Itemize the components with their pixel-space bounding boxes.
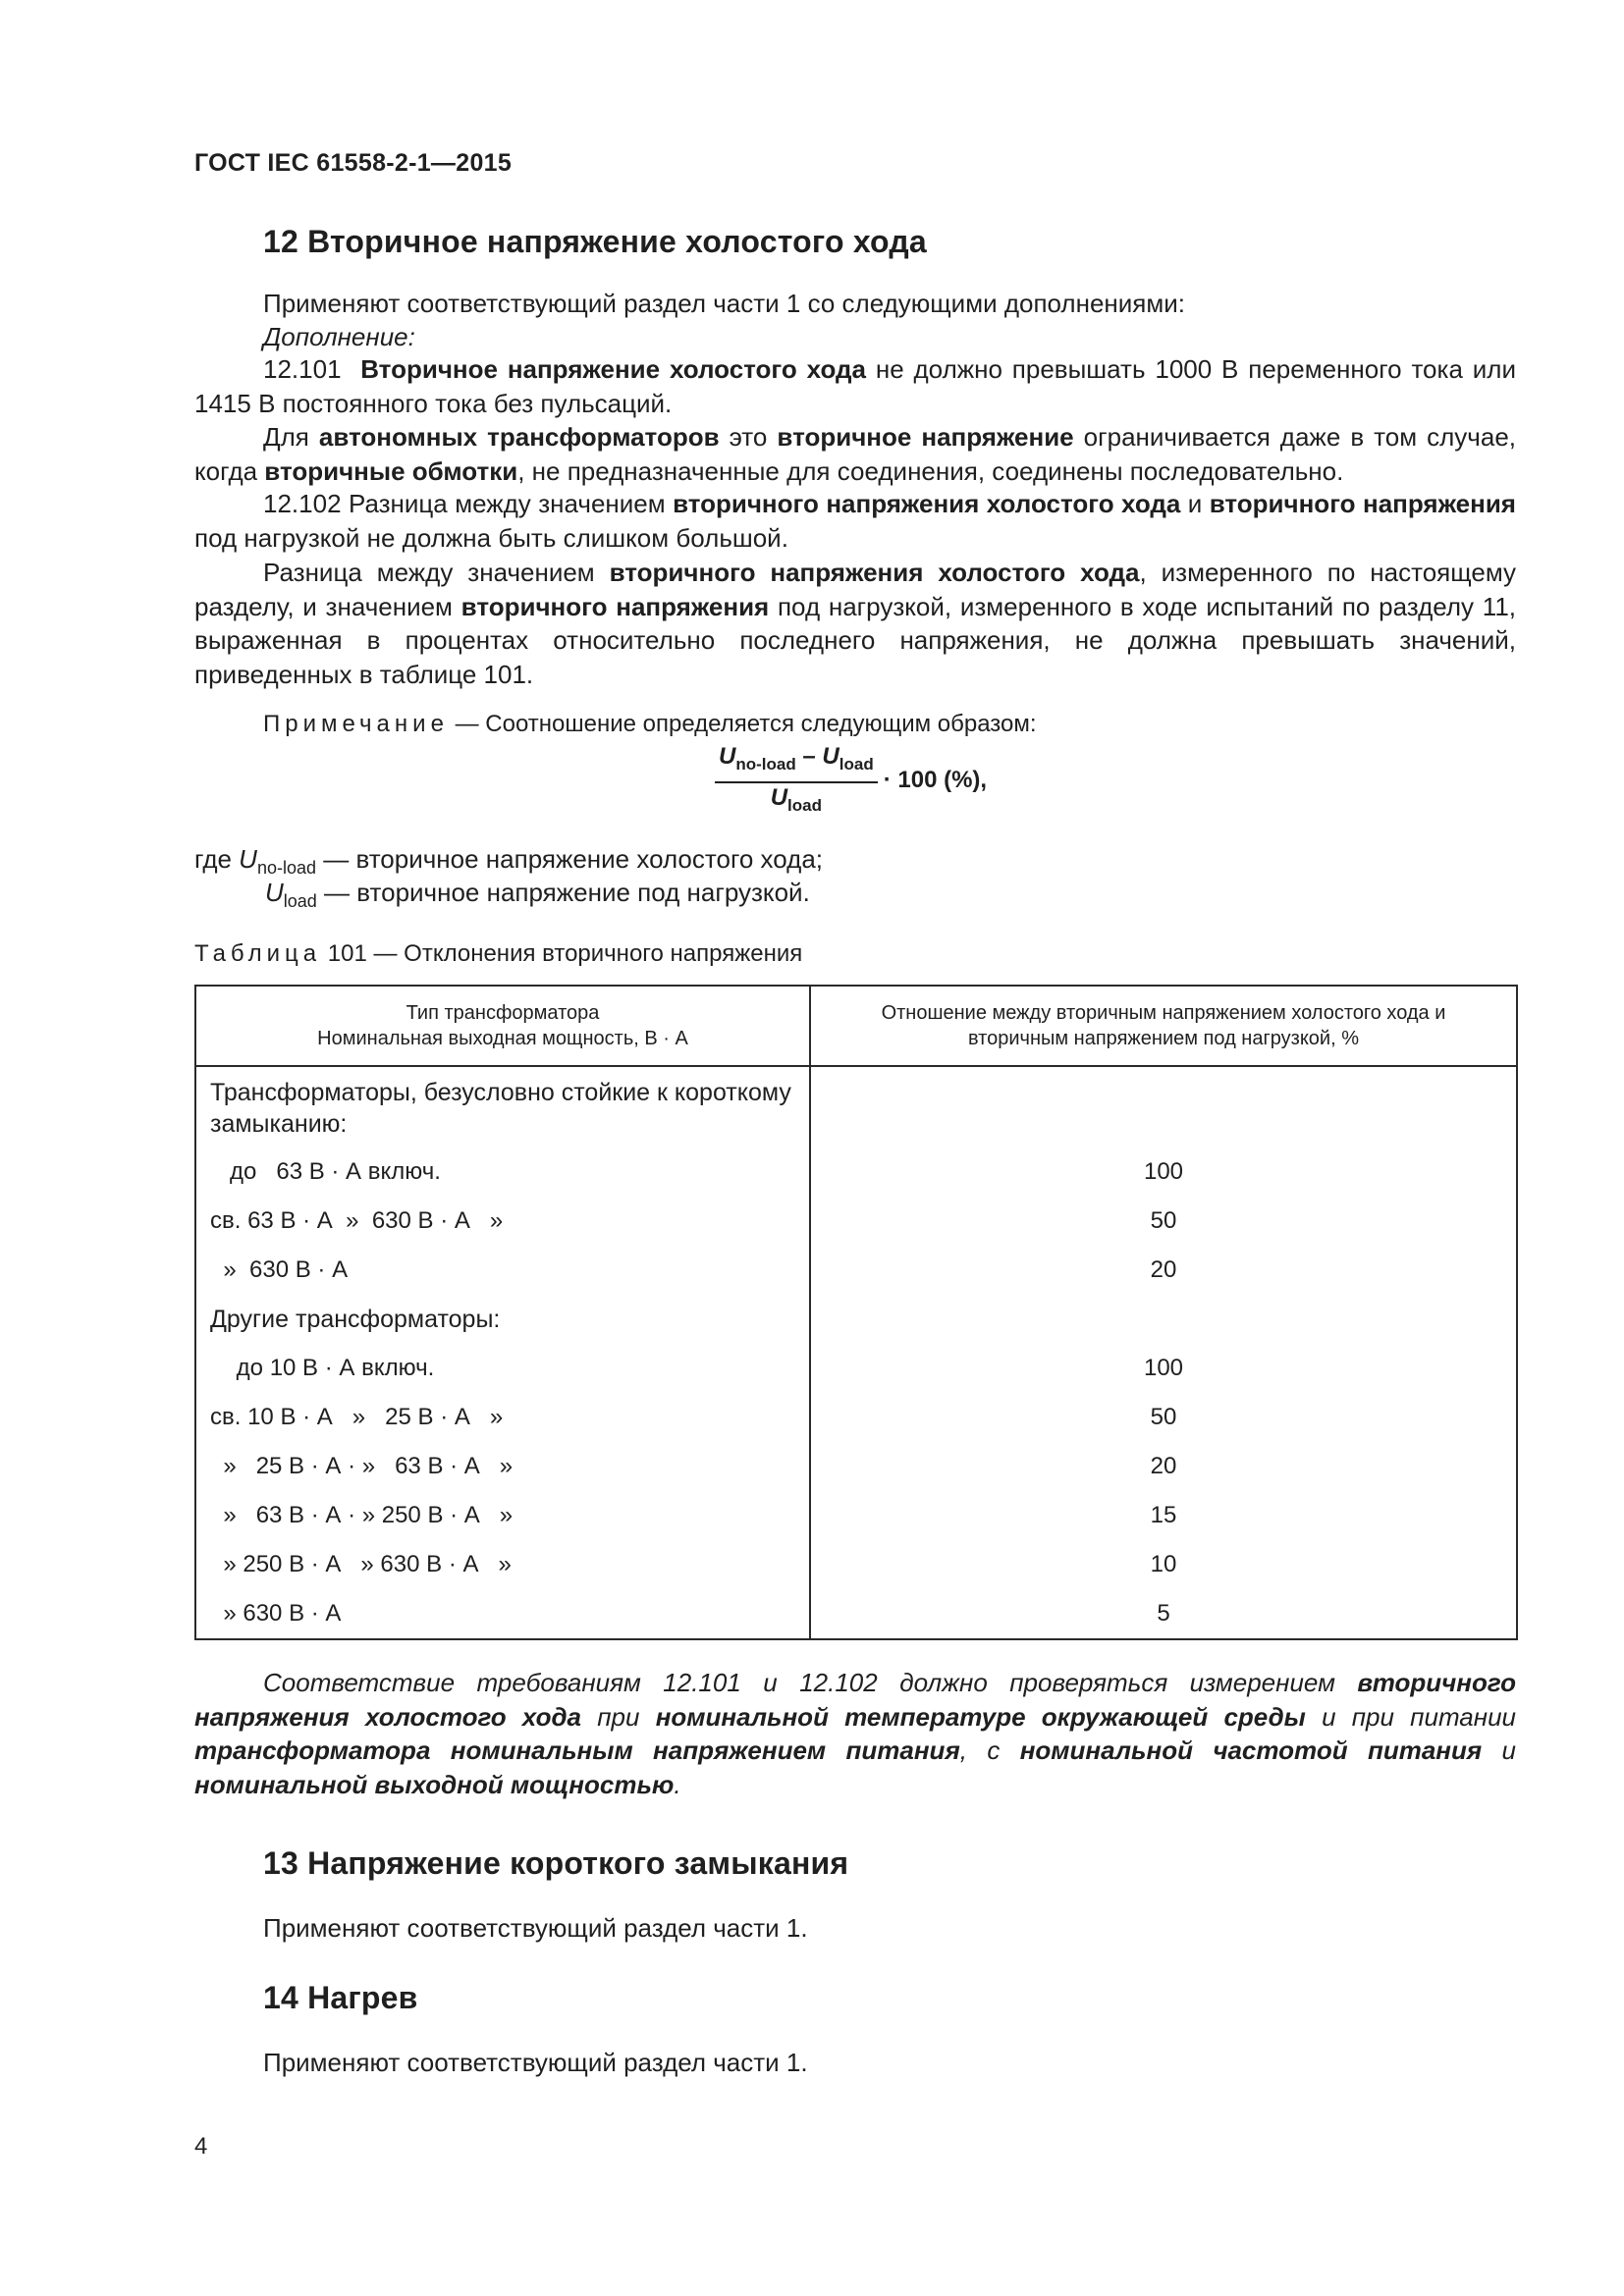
section-14-text: Применяют соответствующий раздел части 1. <box>263 2048 808 2077</box>
section-12-heading: 12 Вторичное напряжение холостого хода <box>263 224 927 259</box>
table-caption: Таблица 101 — Отклонения вторичного напряжения <box>194 940 803 967</box>
page-number: 4 <box>194 2133 208 2160</box>
table-row <box>195 1442 1517 1491</box>
document-header: ГОСТ IEC 61558-2-1—2015 <box>194 149 513 177</box>
group-short-circuit-proof: Трансформаторы, безусловно стойкие к короткому замыканию: <box>195 1066 810 1148</box>
note <box>263 708 1037 741</box>
range-cell: св. 63 В · А » 630 В · А » <box>210 1207 504 1234</box>
ratio-formula <box>715 743 987 819</box>
paragraph-autonomous: Для автономных трансформаторов это вторичное напряжение ограничивается даже в том случае, когда вторичные обмотки, не предназначенные для соединения, соединены последовательно. <box>194 422 1517 486</box>
range-cell: » 630 В · А <box>210 1600 342 1627</box>
range-cell: до 63 В · А включ. <box>210 1158 441 1185</box>
table-row <box>195 1246 1517 1295</box>
compliance-paragraph: Соответствие требованиям 12.101 и 12.102 должно проверяться измерением вторичного напряжения холостого хода при номинальной температуре окружающей среды и при питании трансформатора номинальным напряжением питания, с номинальной частотой питания и номинальной выходной мощностью. <box>194 1668 1516 1799</box>
range-cell: » 250 В · А » 630 В · А » <box>210 1551 512 1577</box>
table-row <box>195 1148 1517 1197</box>
table-group-row <box>195 1295 1517 1344</box>
deviation-table <box>194 985 1518 1640</box>
section-13-text: Применяют соответствующий раздел части 1. <box>263 1913 808 1943</box>
value-cell: 10 <box>1150 1551 1177 1577</box>
table-row <box>195 1491 1517 1540</box>
formula-fraction <box>715 743 878 819</box>
table-header-type: Тип трансформатора Номинальная выходная мощность, В · А <box>195 986 810 1066</box>
section-14-heading: 14 Нагрев <box>263 1980 418 2015</box>
addition-label: Дополнение: <box>263 322 415 351</box>
table-row <box>195 1540 1517 1589</box>
value-cell: 100 <box>1143 1355 1184 1381</box>
range-cell: » 630 В · А <box>210 1256 349 1283</box>
range-cell: » 63 В · А · » 250 В · А » <box>210 1502 514 1528</box>
paragraph-12-102: 12.102 Разница между значением вторичного напряжения холостого хода и вторичного напряжения под нагрузкой не должна быть слишком большой. <box>194 489 1516 553</box>
value-cell: 20 <box>1150 1453 1177 1479</box>
section-13-heading: 13 Напряжение короткого замыкания <box>263 1845 849 1881</box>
table-row <box>195 1197 1517 1246</box>
section-12-intro: Применяют соответствующий раздел части 1 со следующими дополнениями: <box>263 289 1185 318</box>
range-cell: » 25 В · А · » 63 В · А » <box>210 1453 514 1479</box>
paragraph-difference: Разница между значением вторичного напряжения холостого хода, измеренного по настоящему разделу, и значением вторичного напряжения под нагрузкой, измеренного в ходе испытаний по разделу 11, выраженная в процентах относительно последнего напряжения, не должна превышать значений, приведенных в таблице 101. <box>194 558 1516 689</box>
note-label: Примечание <box>263 711 449 737</box>
formula-multiplier: · 100 (%), <box>883 767 988 794</box>
table-row <box>195 1344 1517 1393</box>
table-group-row <box>195 1066 1517 1148</box>
value-cell: 5 <box>1157 1600 1170 1627</box>
formula-numerator: $U_{no-load} - U_{load}$ <box>715 743 878 783</box>
range-cell: до 10 В · А включ. <box>210 1355 435 1381</box>
table-header-ratio: Отношение между вторичным напряжением холостого хода и вторичным напряжением под нагрузкой, % <box>810 986 1517 1066</box>
value-cell: 50 <box>1150 1404 1177 1430</box>
range-cell: св. 10 В · А » 25 В · А » <box>210 1404 504 1430</box>
value-cell: 100 <box>1143 1158 1184 1185</box>
table-header-row <box>195 986 1517 1066</box>
table-row <box>195 1589 1517 1639</box>
where-noload: где $U_{no-load}$ — вторичное напряжение холостого хода; <box>194 844 824 879</box>
note-text: — Соотношение определяется следующим образом: <box>448 711 1037 737</box>
group-other-transformers: Другие трансформаторы: <box>195 1295 810 1344</box>
formula-denominator: $U_{load}$ <box>770 783 822 815</box>
table-row <box>195 1393 1517 1442</box>
paragraph-12-101: 12.101 Вторичное напряжение холостого хода не должно превышать 1000 В переменного тока или 1415 В постоянного тока без пульсаций. <box>194 354 1516 418</box>
value-cell: 50 <box>1150 1207 1177 1234</box>
where-load: $U_{load}$ — вторичное напряжение под нагрузкой. <box>265 878 810 912</box>
value-cell: 20 <box>1150 1256 1177 1283</box>
value-cell: 15 <box>1150 1502 1177 1528</box>
